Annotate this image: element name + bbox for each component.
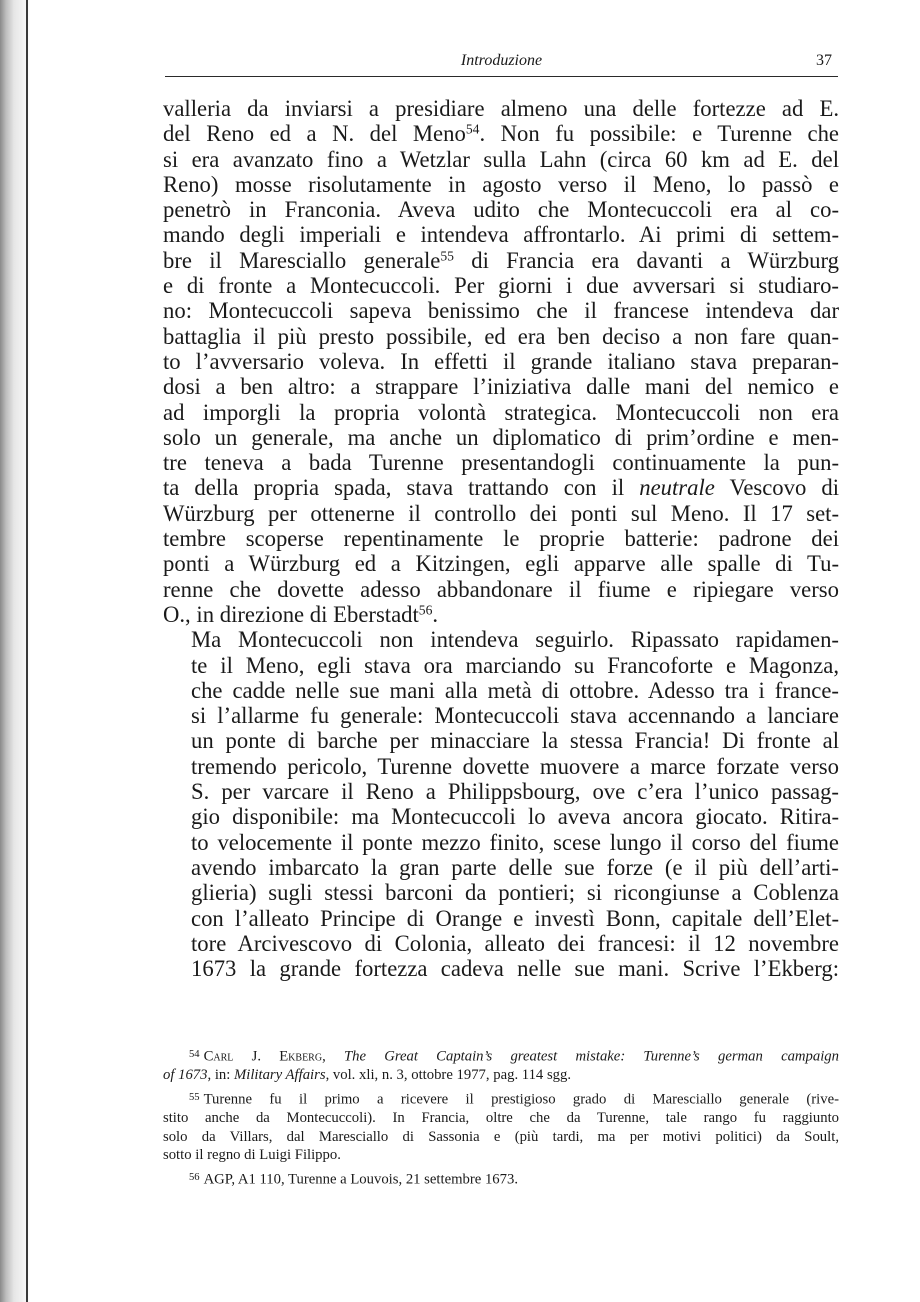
text-line: battaglia il più presto possibile, ed era ben deciso a non fare quan- [163,323,839,349]
text-line: che cadde nelle sue mani alla metà di ottobre. Adesso tra i france- [191,677,839,703]
text-line: S. per varcare il Reno a Philippsbourg, ove c’era l’unico passag- [191,779,839,805]
text-segment: del Reno ed a N. del Meno [163,121,466,147]
text-line: si l’allarme fu generale: Montecuccoli stava accennando a lanciare [191,703,839,729]
text-line: te il Meno, egli stava ora marciando su Francoforte e Magonza, [191,652,839,678]
text-segment: O., in direzione di Eberstadt [163,601,419,627]
text-segment: . Non fu possibile: e Turenne che [479,121,840,147]
footnote-number: 56 [189,1171,200,1183]
text-line: no: Montecuccoli sapeva benissimo che il francese intendeva dar [163,298,839,324]
text-line [163,248,839,273]
text-line: un ponte di barche per minacciare la stessa Francia! Di fronte al [191,728,839,754]
footnote-line [163,1089,839,1109]
text-line: con l’alleato Principe di Orange e investì Bonn, capitale dell’Elet- [191,905,839,931]
footnotes [163,1046,839,1193]
text-line: ad imporgli la propria volontà strategica. Montecuccoli non era [163,399,839,425]
text-line: solo un generale, ma anche un diplomatico di prim’ordine e men- [163,424,839,450]
footnote-54 [163,1046,839,1085]
footnote-text: Turenne fu il primo a ricevere il prestigioso grado di Maresciallo generale (rive- [203,1091,839,1108]
footnote-number: 54 [189,1049,200,1060]
text-line: tembre scoperse repentinamente le proprie batterie: padrone dei [163,526,839,552]
text-line: Reno) mosse risolutamente in agosto verso il Meno, lo passò e [163,171,839,197]
footnote-ref-54[interactable]: 54 [465,121,480,137]
footnote-55 [163,1089,839,1165]
footnote-title: The Great Captain’s greatest mistake: Turenne’s german campaign [343,1048,839,1065]
text-line [163,475,839,500]
text-line: dosi a ben altro: a strappare l’iniziativa dalle mani del nemico e [163,374,839,400]
footnote-rest: , vol. xli, n. 3, ottobre 1977, pag. 114 sgg. [325,1067,572,1084]
paragraph-1 [163,96,839,627]
footnote-line: stito anche da Montecuccoli). In Francia, oltre che da Turenne, tale rango fu raggiunto [163,1110,839,1127]
footnote-journal: Military Affairs [234,1067,326,1084]
text-line: gio disponibile: ma Montecuccoli lo aveva ancora giocato. Ritira- [191,804,839,830]
text-segment: bre il Maresciallo generale [163,247,441,273]
text-segment: ta della propria spada, stava trattando con il [163,475,625,501]
text-line: penetrò in Franconia. Aveva udito che Montecuccoli era al co- [163,197,839,223]
text-line: avendo imbarcato la gran parte delle sue forze (e il più dell’arti- [191,854,839,880]
footnote-56 [163,1169,839,1189]
text-line [163,121,839,146]
running-header-title: Introduzione [460,52,543,69]
footnote-number: 55 [189,1091,200,1103]
running-header [165,50,838,77]
text-line: e di fronte a Montecuccoli. Per giorni i due avversari si studiaro- [163,273,839,299]
paragraph-2 [163,627,839,981]
footnote-title-cont: of 1673 [163,1067,208,1084]
footnote-ref-56[interactable]: 56 [418,602,433,618]
text-line: to l’avversario voleva. In effetti il grande italiano stava preparan- [163,348,839,374]
text-line: glieria) sugli stessi barconi da pontieri; si ricongiunse a Coblenza [191,880,839,906]
main-text [163,96,839,981]
text-segment: Vescovo di [714,475,840,501]
text-segment: . [432,601,439,627]
text-line: renne che dovette adesso abbandonare il fiume e ripiegare verso [163,576,839,602]
footnote-text: AGP, A1 110, Turenne a Louvois, 21 settembre 1673. [203,1171,518,1188]
text-line: Ma Montecuccoli non intendeva seguirlo. Ripassato rapidamen- [191,627,839,653]
footnote-line [163,1169,839,1189]
text-line [163,602,839,627]
text-line: valleria da inviarsi a presidiare almeno una delle fortezze ad E. [163,96,839,121]
text-line: tore Arcivescovo di Colonia, alleato dei francesi: il 12 novembre [191,930,839,956]
text-line: mando degli imperiali e intendeva affrontarlo. Ai primi di settem- [163,222,839,248]
page-number: 37 [816,52,832,69]
italic-word: neutrale [639,475,715,501]
text-line: tre teneva a bada Turenne presentandogli continuamente la pun- [163,450,839,476]
footnote-in: , in: [207,1067,235,1084]
text-segment: di Francia era davanti a Würzburg [453,247,839,273]
book-spine-edge [26,0,28,1302]
footnote-ref-55[interactable]: 55 [440,248,454,264]
text-line: tremendo pericolo, Turenne dovette muovere a marce forzate verso [191,753,839,779]
text-line: ponti a Würzburg ed a Kitzingen, egli apparve alle spalle di Tu- [163,551,839,577]
text-line: Würzburg per ottenerne il controllo dei ponti sul Meno. Il 17 set- [163,500,839,526]
footnote-line [163,1066,839,1085]
text-line: si era avanzato fino a Wetzlar sulla Lahn (circa 60 km ad E. del [163,146,839,172]
footnote-line: solo da Villars, dal Maresciallo di Sassonia e (più tardi, ma per motivi politici) da Soult, [163,1128,839,1145]
footnote-line: sotto il regno di Luigi Filippo. [163,1147,341,1164]
text-line: to velocemente il ponte mezzo finito, scese lungo il corso del fiume [191,829,839,855]
text-line: 1673 la grande fortezza cadeva nelle sue mani. Scrive l’Ekberg: [191,956,839,982]
footnote-line: $^{54}$ Carl J. Ekberg, The Great Captain’s greatest mistake: Turenne’s german campaign [189,1048,839,1065]
footnote-author: Carl J. Ekberg [203,1048,323,1065]
